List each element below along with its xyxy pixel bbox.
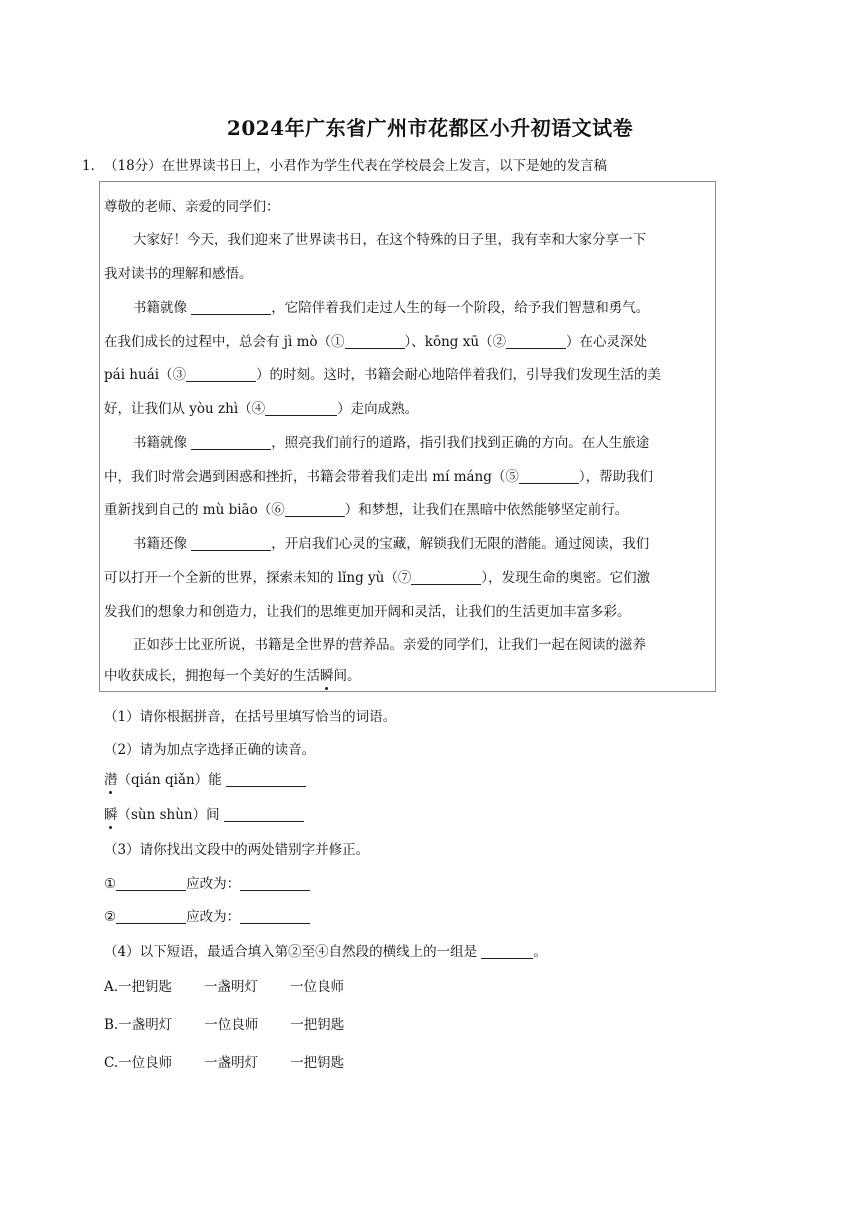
speech-line [104,498,628,518]
speech-text: ）走向成熟。 [337,401,419,417]
option-phrase: 一把钥匙 [118,979,173,995]
option-a[interactable] [104,975,344,995]
speech-text: ）在心灵深处 [566,334,648,350]
speech-line [104,664,361,684]
speech-line: 我对读书的理解和感悟。 [104,266,253,282]
correction-label: 应改为： [186,909,241,925]
option-letter: C. [104,1055,119,1071]
speech-line [104,566,650,586]
option-letter: B. [104,1017,119,1033]
speech-text: 可以打开一个全新的世界，探索未知的 lǐng yù（⑦ [104,570,412,586]
speech-line: 大家好！今天，我们迎来了世界读书日，在这个特殊的日子里，我有幸和大家分享一下 [133,232,646,248]
speech-text: 好，让我们从 yòu zhì（④ [104,401,266,417]
option-phrase: 一位良师 [204,1017,259,1033]
dotted-character: 潜 [104,768,118,788]
speech-text: pái huái（③ [104,367,187,383]
answer-blank[interactable] [116,909,186,924]
speech-text: ），帮助我们 [578,469,654,485]
answer-blank[interactable] [224,807,304,822]
subquestion-3: （3）请你找出文段中的两处错别字并修正。 [104,842,370,858]
speech-line [104,363,661,383]
correction-label: 应改为： [186,876,241,892]
subquestion-1: （1）请你根据拼音，在括号里填写恰当的词语。 [104,709,397,725]
subquestion-4 [104,940,547,960]
fill-blank[interactable] [285,502,345,517]
reading-choices: （qián qiǎn）能 [117,772,222,788]
fill-blank[interactable] [411,570,481,585]
speech-text: 间。 [333,668,361,684]
option-letter: A. [104,979,119,995]
speech-text: 重新找到自己的 mù biāo（⑥ [104,502,285,518]
option-b[interactable] [104,1013,344,1033]
correction-item [104,905,310,925]
option-phrase: 一把钥匙 [290,1017,345,1033]
speech-text: ）、kōng xū（② [404,334,507,350]
speech-line [104,330,647,350]
subquestion-4-period: 。 [533,944,547,960]
speech-text: 书籍还像 [133,536,187,552]
item-marker: ② [104,909,117,925]
question-text: （18分）在世界读书日上，小君作为学生代表在学校晨会上发言，以下是她的发言稿 [104,158,608,174]
fill-blank[interactable] [345,334,405,349]
speech-text: ）的时刻。这时，书籍会耐心地陪伴着我们，引导我们发现生活的美 [256,367,662,383]
question-number: 1． [82,158,105,174]
speech-text: ），发现生命的奥密。它们激 [481,570,651,586]
speech-text: 在我们成长的过程中，总会有 jì mò（① [104,334,345,350]
item-marker: ① [104,876,117,892]
fill-blank[interactable] [506,334,566,349]
fill-blank[interactable] [519,469,579,484]
speech-text: 中，我们时常会遇到困惑和挫折，书籍会带着我们走出 mí máng（⑤ [104,469,519,485]
page-title: 2024年广东省广州市花都区小升初语文试卷 [226,116,634,140]
speech-line [133,532,649,552]
speech-line [104,465,653,485]
answer-blank[interactable] [240,876,310,891]
option-phrase: 一盏明灯 [204,979,259,995]
speech-text: 书籍就像 [133,435,187,451]
dotted-character: 瞬 [320,664,334,684]
speech-text: ）和梦想，让我们在黑暗中依然能够坚定前行。 [344,502,629,518]
option-phrase: 一位良师 [118,1055,173,1071]
answer-blank[interactable] [481,944,533,959]
answer-blank[interactable] [116,876,186,891]
speech-line: 正如莎士比亚所说，书籍是全世界的营养品。亲爱的同学们，让我们一起在阅读的滋养 [133,637,646,653]
fill-blank[interactable] [191,300,271,315]
speech-text: ，它陪伴着我们走过人生的每一个阶段，给予我们智慧和勇气。 [271,300,650,316]
speech-line [133,296,649,316]
option-phrase: 一位良师 [290,979,345,995]
fill-blank[interactable] [186,367,256,382]
dotted-character: 瞬 [104,803,118,823]
correction-item [104,872,310,892]
speech-line [133,431,649,451]
option-phrase: 一盏明灯 [118,1017,173,1033]
answer-blank[interactable] [226,772,306,787]
fill-blank[interactable] [191,435,271,450]
speech-text: ，照亮我们前行的道路，指引我们找到正确的方向。在人生旅途 [271,435,650,451]
speech-greeting: 尊敬的老师、亲爱的同学们： [104,199,280,215]
answer-blank[interactable] [240,909,310,924]
subquestion-4-text: （4）以下短语，最适合填入第②至④自然段的横线上的一组是 [104,944,478,960]
speech-line: 发我们的想象力和创造力，让我们的思维更加开阔和灵活，让我们的生活更加丰富多彩。 [104,604,631,620]
option-phrase: 一盏明灯 [204,1055,259,1071]
reading-item [104,803,304,823]
option-phrase: 一把钥匙 [290,1055,345,1071]
speech-text: 中收获成长，拥抱每一个美好的生活 [104,668,320,684]
speech-text: ，开启我们心灵的宝藏，解锁我们无限的潜能。通过阅读，我们 [271,536,650,552]
reading-item [104,768,306,788]
speech-text: 书籍就像 [133,300,187,316]
fill-blank[interactable] [265,401,337,416]
speech-line [104,397,418,417]
reading-choices: （sùn shùn）间 [117,807,220,823]
fill-blank[interactable] [191,536,271,551]
subquestion-2: （2）请为加点字选择正确的读音。 [104,742,316,758]
question-stem [82,154,607,174]
option-c[interactable] [104,1051,344,1071]
